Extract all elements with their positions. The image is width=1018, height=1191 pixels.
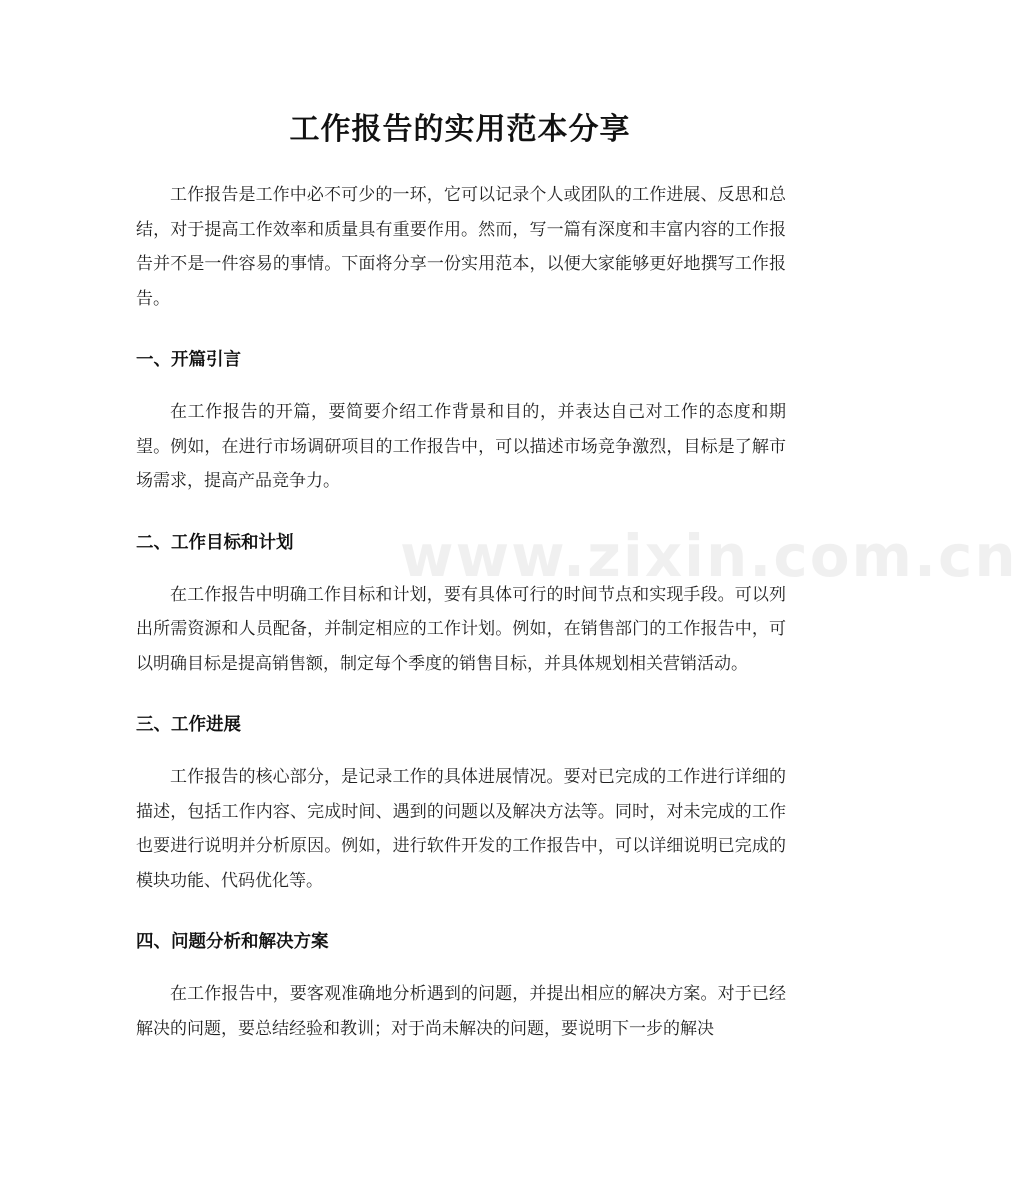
section-heading-opening: 一、开篇引言 <box>136 350 241 370</box>
section-heading-problems: 四、问题分析和解决方案 <box>136 932 329 952</box>
document-body <box>136 178 786 1046</box>
section-body-problems: 在工作报告中，要客观准确地分析遇到的问题，并提出相应的解决方案。对于已经解决的问题，要总结经验和教训；对于尚未解决的问题，要说明下一步的解决 <box>136 984 786 1039</box>
section-body-progress: 工作报告的核心部分，是记录工作的具体进展情况。要对已完成的工作进行详细的描述，包括工作内容、完成时间、遇到的问题以及解决方法等。同时，对未完成的工作也要进行说明并分析原因。例如，进行软件开发的工作报告中，可以详细说明已完成的模块功能、代码优化等。 <box>136 767 786 891</box>
section-body-opening: 在工作报告的开篇，要简要介绍工作背景和目的，并表达自己对工作的态度和期望。例如，在进行市场调研项目的工作报告中，可以描述市场竞争激烈，目标是了解市场需求，提高产品竞争力。 <box>136 402 786 491</box>
section-heading-progress: 三、工作进展 <box>136 715 241 735</box>
intro-paragraph: 工作报告是工作中必不可少的一环，它可以记录个人或团队的工作进展、反思和总结，对于提高工作效率和质量具有重要作用。然而，写一篇有深度和丰富内容的工作报告并不是一件容易的事情。下面将分享一份实用范本，以便大家能够更好地撰写工作报告。 <box>136 185 786 309</box>
section-body-goals: 在工作报告中明确工作目标和计划，要有具体可行的时间节点和实现手段。可以列出所需资源和人员配备，并制定相应的工作计划。例如，在销售部门的工作报告中，可以明确目标是提高销售额，制定每个季度的销售目标，并具体规划相关营销活动。 <box>136 584 786 674</box>
section-heading-goals: 二、工作目标和计划 <box>136 532 294 553</box>
page-title: 工作报告的实用范本分享 <box>289 112 631 147</box>
watermark: www.zixin.com.cn <box>400 522 1018 590</box>
